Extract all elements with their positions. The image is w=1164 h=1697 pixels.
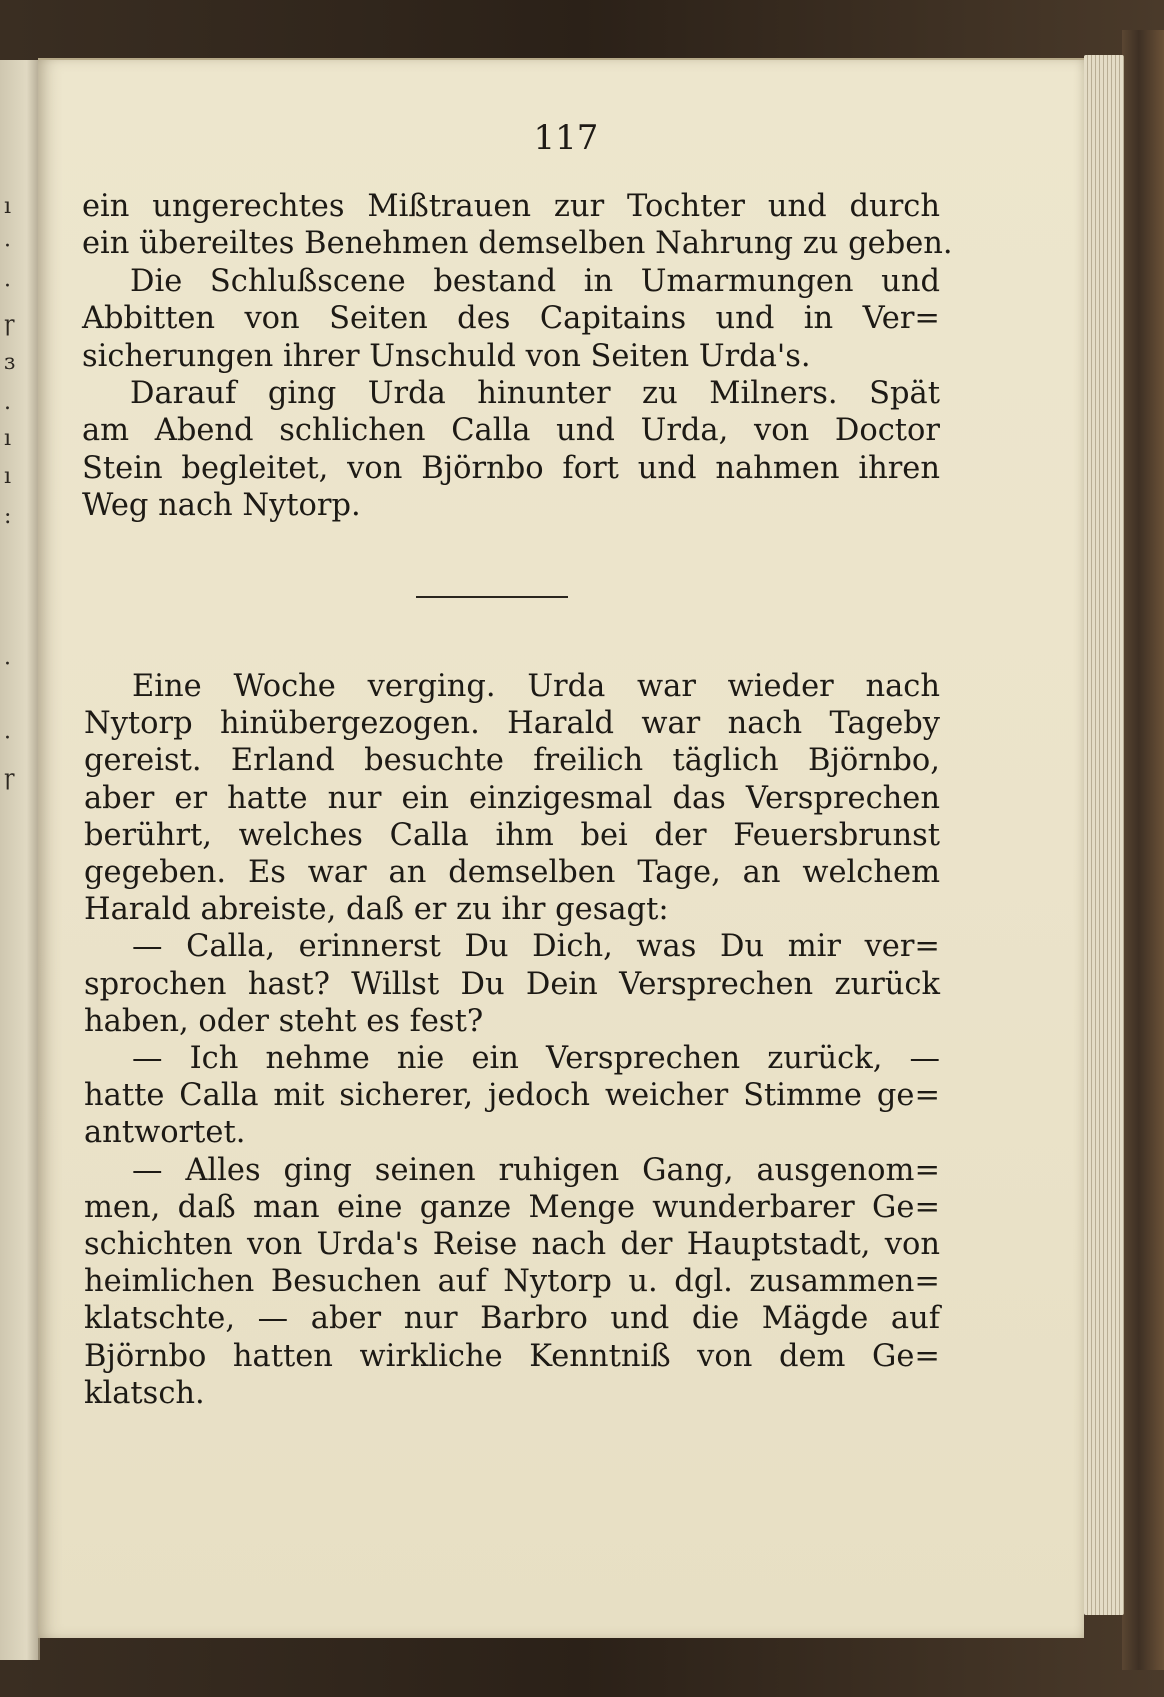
- text-line: gereist. Erland besuchte freilich täglich Björnbo,: [84, 743, 940, 779]
- text-line: aber er hatte nur ein einzigesmal das Versprechen: [84, 780, 940, 816]
- book-page: [38, 58, 1084, 1638]
- text-line: Abbitten von Seiten des Capitains und in Ver=: [82, 301, 940, 337]
- text-line: Björnbo hatten wirkliche Kenntniß von dem Ge=: [84, 1338, 940, 1374]
- bleed-mark: ꞅ: [4, 312, 15, 337]
- text-line: klatschte, — aber nur Barbro und die Mägde auf: [84, 1301, 940, 1337]
- text-line: — Alles ging seinen ruhigen Gang, ausgenom=: [132, 1152, 940, 1188]
- text-line: Nytorp hinübergezogen. Harald war nach Tageby: [84, 706, 940, 742]
- bleed-mark: ·: [4, 274, 11, 299]
- bleed-mark: ı: [4, 426, 12, 451]
- text-line: Stein begleitet, von Björnbo fort und nahmen ihren: [82, 450, 940, 486]
- bleed-mark: :: [4, 504, 12, 529]
- bleed-mark: ·: [4, 726, 11, 751]
- text-line: haben, oder steht es fest?: [84, 1003, 484, 1039]
- bleed-mark: ·: [4, 652, 11, 677]
- text-line: Weg nach Nytorp.: [82, 488, 361, 524]
- text-line: Eine Woche verging. Urda war wieder nach: [132, 669, 940, 704]
- text-line: hatte Calla mit sicherer, jedoch weicher Stimme ge=: [84, 1078, 940, 1114]
- text-line: antwortet.: [84, 1115, 246, 1151]
- text-line: berührt, welches Calla ihm bei der Feuersbrunst: [84, 817, 940, 853]
- text-line: Die Schlußscene bestand in Umarmungen und: [130, 263, 940, 299]
- left-facing-page-strip: [0, 60, 40, 1660]
- text-line: am Abend schlichen Calla und Urda, von Doctor: [82, 413, 940, 449]
- text-line: klatsch.: [84, 1375, 205, 1411]
- text-line: sprochen hast? Willst Du Dein Versprechen zurück: [84, 966, 940, 1002]
- page-number: 117: [533, 118, 599, 158]
- text-line: Darauf ging Urda hinunter zu Milners. Spät: [130, 376, 940, 412]
- text-line: men, daß man eine ganze Menge wunderbarer Ge=: [84, 1189, 940, 1225]
- bleed-mark: .: [4, 390, 11, 415]
- text-line: — Calla, erinnerst Du Dich, was Du mir ver=: [132, 929, 940, 965]
- book-cover-edge: [1122, 30, 1164, 1670]
- text-line: heimlichen Besuchen auf Nytorp u. dgl. zusammen=: [84, 1264, 940, 1300]
- bleed-mark: ·: [4, 234, 11, 259]
- text-line: gegeben. Es war an demselben Tage, an welchem: [84, 855, 940, 891]
- text-line: sicherungen ihrer Unschuld von Seiten Urda's.: [82, 338, 811, 374]
- text-section-1: [82, 188, 953, 525]
- bleed-mark: ı: [4, 464, 12, 489]
- text-line: schichten von Urda's Reise nach der Hauptstadt, von: [84, 1227, 940, 1263]
- bleed-mark: ꞅ: [4, 766, 15, 791]
- text-line: — Ich nehme nie ein Versprechen zurück, —: [132, 1041, 940, 1077]
- text-section-2: [84, 668, 940, 1412]
- text-line: ein übereiltes Benehmen demselben Nahrung zu geben.: [82, 226, 953, 262]
- page-stack-edge: [1084, 55, 1124, 1615]
- section-separator: [416, 596, 568, 598]
- text-line: ein ungerechtes Mißtrauen zur Tochter und durch: [82, 189, 940, 224]
- text-line: Harald abreiste, daß er zu ihr gesagt:: [84, 892, 669, 928]
- bleed-mark: ı: [4, 194, 12, 219]
- bleed-mark: ɜ: [4, 350, 16, 375]
